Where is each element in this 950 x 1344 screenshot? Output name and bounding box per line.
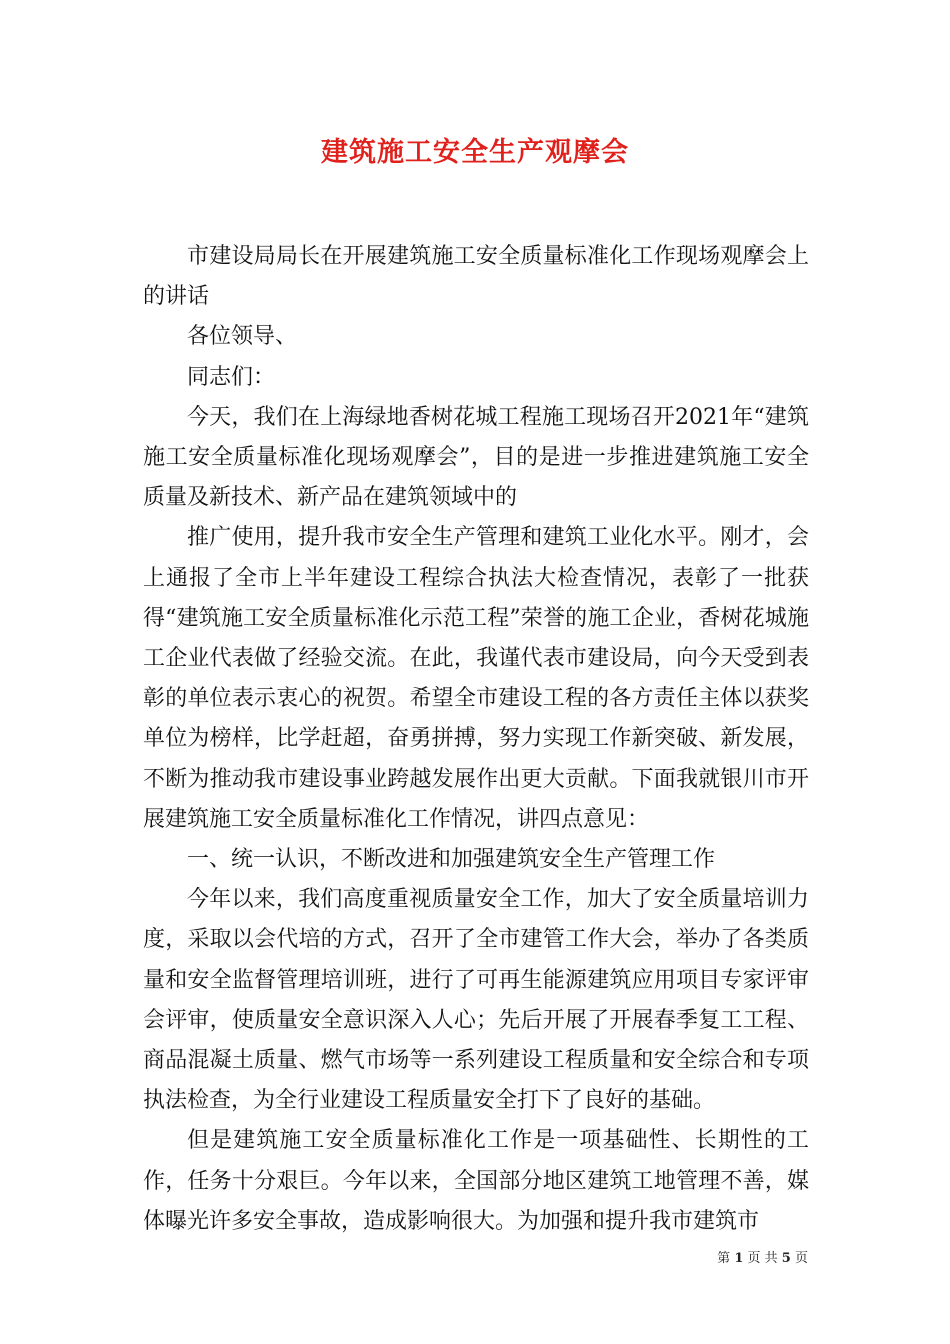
paragraph-salutation-1: 各位领导、 [187,324,298,350]
footer-total-pages: 5 [781,1251,791,1266]
document-body [143,237,809,1242]
document-title: 建筑施工安全生产观摩会 [321,137,629,168]
paragraph-section-heading: 一、统一认识，不断改进和加强建筑安全生产管理工作 [187,847,716,873]
footer-current-page: 1 [734,1251,744,1266]
paragraph-subtitle: 市建设局局长在开展建筑施工安全质量标准化工作现场观摩会上的讲话 [143,244,809,310]
paragraph-main: 推广使用，提升我市安全生产管理和建筑工业化水平。刚才，会上通报了全市上半年建设工程综合执法大检查情况，表彰了一批获得“建筑施工安全质量标准化示范工程”荣誉的施工企业，香树花城施工企业代表做了经验交流。在此，我谨代表市建设局，向今天受到表彰的单位表示衷心的祝贺。希望全市建设工程的各方责任主体以获奖单位为榜样，比学赶超，奋勇拼搏，努力实现工作新突破、新发展，不断为推动我市建设事业跨越发展作出更大贡献。下面我就银川市开展建筑施工安全质量标准化工作情况，讲四点意见： [143,525,809,832]
page-number-footer [717,1247,808,1266]
footer-suffix: 页 [794,1251,808,1266]
paragraph-intro: 今天，我们在上海绿地香树花城工程施工现场召开2021年“建筑施工安全质量标准化现场观摩会”，目的是进一步推进建筑施工安全质量及新技术、新产品在建筑领域中的 [143,404,809,511]
paragraph-salutation-2: 同志们： [187,364,276,390]
paragraph-continuation: 但是建筑施工安全质量标准化工作是一项基础性、长期性的工作，任务十分艰巨。今年以来，全国部分地区建筑工地管理不善，媒体曝光许多安全事故，造成影响很大。为加强和提升我市建筑市 [143,1128,809,1234]
footer-middle: 页 共 [747,1251,778,1266]
footer-prefix: 第 [717,1251,731,1266]
paragraph-section-body: 今年以来，我们高度重视质量安全工作，加大了安全质量培训力度，采取以会代培的方式，召开了全市建管工作大会，举办了各类质量和安全监督管理培训班，进行了可再生能源建筑应用项目专家评审会评审，使质量安全意识深入人心；先后开展了开展春季复工工程、商品混凝土质量、燃气市场等一系列建设工程质量和安全综合和专项执法检查，为全行业建设工程质量安全打下了良好的基础。 [143,887,809,1114]
